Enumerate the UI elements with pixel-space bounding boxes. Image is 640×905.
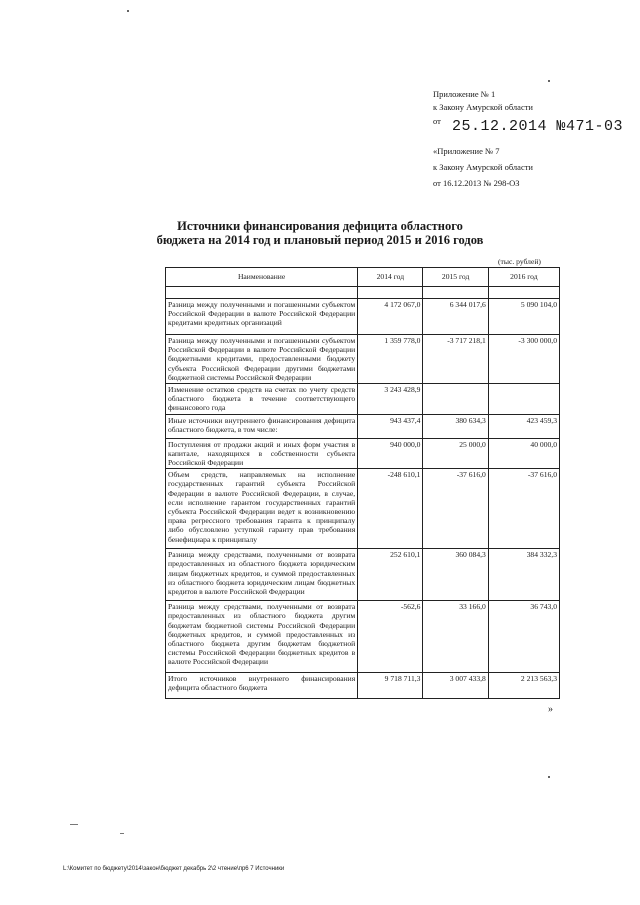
table-row <box>166 438 560 469</box>
row-2014: 1 359 778,0 <box>358 335 423 384</box>
header-2015: 2015 год <box>423 268 488 287</box>
sources-table <box>165 267 560 699</box>
scan-speck <box>548 80 550 82</box>
row-2014: -562,6 <box>358 601 423 673</box>
row-2014: 3 243 428,9 <box>358 384 423 415</box>
appendix-line-1: Приложение № 1 <box>433 89 496 99</box>
row-2014: 252 610,1 <box>358 549 423 601</box>
table-row <box>166 299 560 335</box>
row-2015: 3 007 433,8 <box>423 673 488 699</box>
appendix-date-prefix: от <box>433 116 441 126</box>
table-row <box>166 384 560 415</box>
row-2016: 5 090 104,0 <box>488 299 559 335</box>
header-2014: 2014 год <box>358 268 423 287</box>
row-name: Иные источники внутреннего финансирования дефицита областного бюджета, в том числе: <box>166 414 358 438</box>
row-2016 <box>488 384 559 415</box>
page-title <box>110 219 530 247</box>
scan-speck <box>127 10 129 12</box>
header-2016: 2016 год <box>488 268 559 287</box>
row-2014: -248 610,1 <box>358 469 423 549</box>
table-row <box>166 335 560 384</box>
table-header-row <box>166 268 560 287</box>
scan-mark <box>120 833 124 834</box>
prior-appendix-line-3: от 16.12.2013 № 298-ОЗ <box>433 178 520 188</box>
table-row <box>166 601 560 673</box>
row-name: Поступления от продажи акций и иных форм участия в капитале, находящихся в собственности субъекта Российской Федерации <box>166 438 358 469</box>
row-2016: 423 459,3 <box>488 414 559 438</box>
title-line-1: Источники финансирования дефицита областного <box>177 219 463 233</box>
row-2015: -3 717 218,1 <box>423 335 488 384</box>
row-name: Разница между полученными и погашенными субъектом Российской Федерации в валюте Российской Федерации кредитами кредитных организаций <box>166 299 358 335</box>
row-name: Разница между средствами, полученными от возврата предоставленных из областного бюджета юридическим лицам бюджетных кредитов, и суммой предоставленных из областного бюджета юридическим лицам бюджетных кредитов в валюте Российской Федерации <box>166 549 358 601</box>
row-name: Разница между полученными и погашенными субъектом Российской Федерации в валюте Российской Федерации бюджетными кредитами, предоставленными бюджету субъекта Российской Федерации другими бюджетами бюджетной системы Российской Федерации <box>166 335 358 384</box>
row-2015: -37 616,0 <box>423 469 488 549</box>
appendix-date-stamp: 25.12.2014 №471-03 <box>452 118 624 135</box>
row-2015: 360 084,3 <box>423 549 488 601</box>
row-name: Разница между средствами, полученными от возврата предоставленных из областного бюджета другим бюджетам бюджетной системы Российской Федерации бюджетных кредитов, и суммой предоставленных из областного бюджета другим бюджетам бюджетной системы Российской Федерации бюджетных кредитов в валюте Российской Федерации <box>166 601 358 673</box>
table-row <box>166 549 560 601</box>
row-2015: 6 344 017,6 <box>423 299 488 335</box>
row-2015: 25 000,0 <box>423 438 488 469</box>
row-name: Итого источников внутреннего финансирования дефицита областного бюджета <box>166 673 358 699</box>
row-2016: 40 000,0 <box>488 438 559 469</box>
prior-appendix-line-2: к Закону Амурской области <box>433 162 533 172</box>
row-2016: 36 743,0 <box>488 601 559 673</box>
header-name: Наименование <box>166 268 358 287</box>
appendix-line-2: к Закону Амурской области <box>433 102 533 112</box>
footer-file-path: L:\Комитет по бюджету\2014\закон\бюджет декабрь 2\2 чтение\пр6 7 Источники <box>63 866 285 872</box>
row-name: Изменение остатков средств на счетах по учету средств областного бюджета в течение соответствующего финансового года <box>166 384 358 415</box>
table-row-total <box>166 673 560 699</box>
row-2015: 380 634,3 <box>423 414 488 438</box>
closing-quote: » <box>548 704 553 715</box>
table-spacer-row <box>166 287 560 299</box>
prior-appendix-line-1: «Приложение № 7 <box>433 146 500 156</box>
scan-mark <box>70 824 78 825</box>
scan-speck <box>548 776 550 778</box>
row-2014: 4 172 067,0 <box>358 299 423 335</box>
table-row <box>166 414 560 438</box>
row-2016: 384 332,3 <box>488 549 559 601</box>
row-2016: -3 300 000,0 <box>488 335 559 384</box>
row-2014: 940 000,0 <box>358 438 423 469</box>
table-row <box>166 469 560 549</box>
row-2016: -37 616,0 <box>488 469 559 549</box>
row-2016: 2 213 563,3 <box>488 673 559 699</box>
row-2015: 33 166,0 <box>423 601 488 673</box>
row-2014: 943 437,4 <box>358 414 423 438</box>
row-2014: 9 718 711,3 <box>358 673 423 699</box>
row-2015 <box>423 384 488 415</box>
units-label: (тыс. рублей) <box>498 257 541 266</box>
title-line-2: бюджета на 2014 год и плановый период 2015 и 2016 годов <box>156 233 484 247</box>
row-name: Объем средств, направляемых на исполнение государственных гарантий субъекта Российской Федерации в валюте Российской Федерации, в случае, если исполнение гарантом государственных гарантий субъекта Российской Федерации ведет к возникновению права регрессного требования гаранта к принципалу либо обусловлено уступкой гаранту прав требования бенефициара к принципалу <box>166 469 358 549</box>
